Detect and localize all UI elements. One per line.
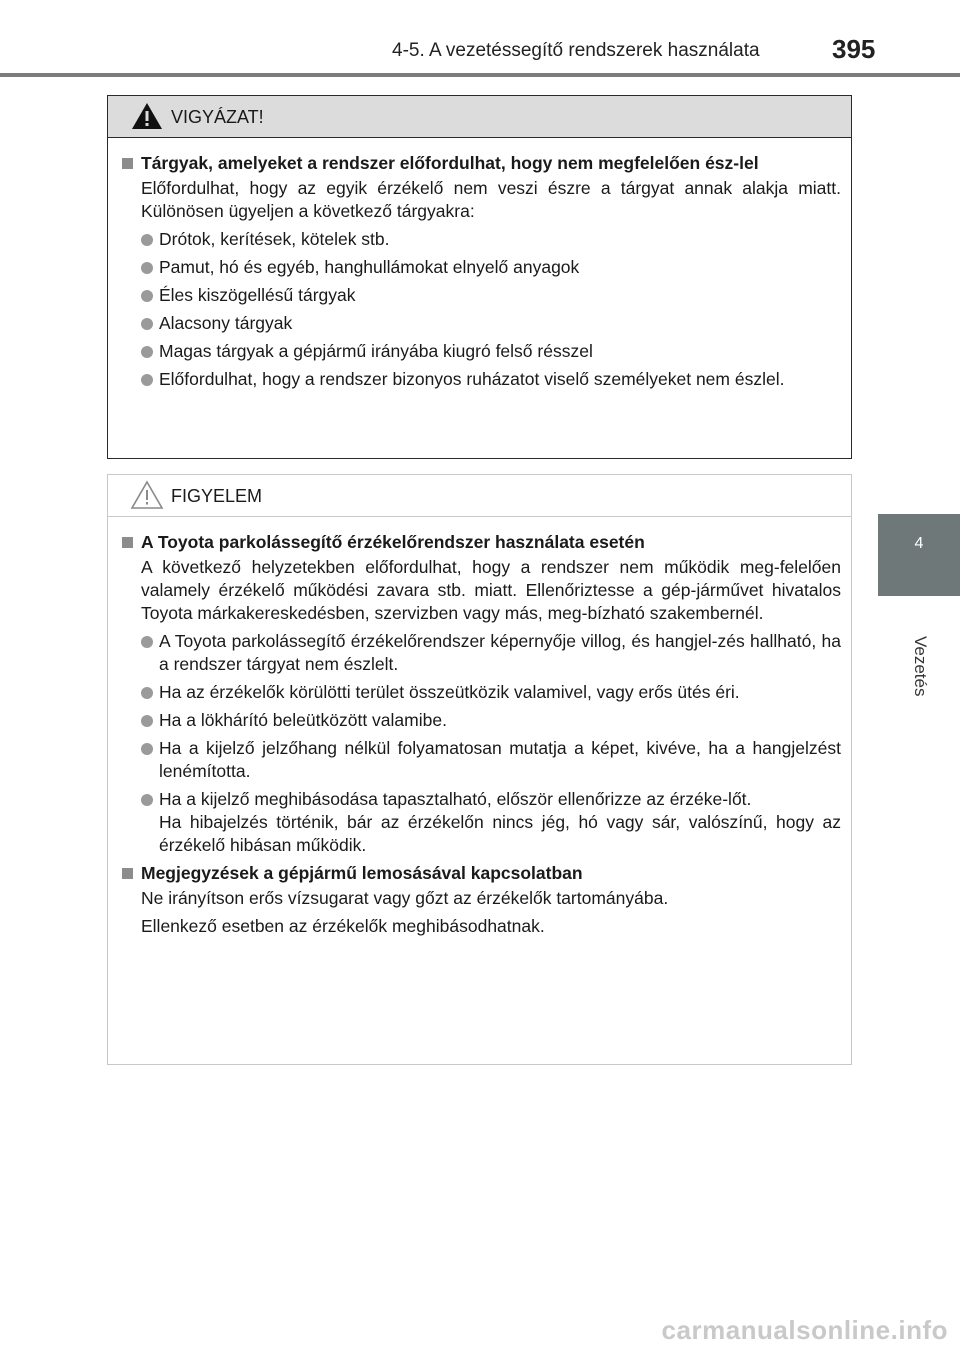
list-item [128, 737, 841, 783]
bullet-dot-icon [141, 374, 153, 386]
caution-intro: Előfordulhat, hogy az egyik érzékelő nem veszi észre a tárgyat annak alakja miatt. Különösen ügyeljen a következő tárgyakra: [141, 178, 841, 221]
warning-triangle-icon [130, 101, 164, 131]
washing-note-2: Ellenkező esetben az érzékelők meghibásodhatnak. [141, 916, 545, 936]
notice-heading-washing [128, 862, 841, 885]
bullet-dot-icon [141, 687, 153, 699]
list-item-text: Pamut, hó és egyéb, hanghullámokat elnyelő anyagok [159, 257, 580, 277]
bullet-dot-icon [141, 234, 153, 246]
bullet-dot-icon [141, 636, 153, 648]
watermark: carmanualsonline.info [661, 1315, 948, 1345]
notice-heading-usage [128, 531, 841, 554]
page-number: 395 [832, 34, 876, 64]
header-rule [0, 73, 960, 77]
list-item-text: Alacsony tárgyak [159, 313, 293, 333]
bullet-dot-icon [141, 290, 153, 302]
bullet-dot-icon [141, 715, 153, 727]
chapter-tab-number: 4 [914, 535, 924, 552]
bullet-dot-icon [141, 262, 153, 274]
list-item [128, 228, 841, 251]
list-item-text: Éles kiszögellésű tárgyak [159, 285, 356, 305]
list-item [128, 630, 841, 676]
bullet-dot-icon [141, 794, 153, 806]
list-item-text: Ha a lökhárító beleütközött valamibe. [159, 710, 447, 730]
notice-triangle-icon [130, 480, 164, 510]
caution-heading-text: Tárgyak, amelyeket a rendszer előfordulhat, hogy nem megfelelően ész-lel [141, 153, 759, 173]
notice-body [108, 517, 851, 938]
bullet-dot-icon [141, 346, 153, 358]
notice-heading-usage-text: A Toyota parkolássegítő érzékelőrendszer használata esetén [141, 532, 645, 552]
caution-box [107, 95, 852, 459]
notice-intro: A következő helyzetekben előfordulhat, hogy a rendszer nem működik meg-felelően valamely érzékelő működési zavara stb. miatt. Ellenőriztesse a gép-járművet hivatalos Toyota márkakereskedésben, szervizben vagy más, meg-bízható szakembernél. [141, 557, 841, 623]
caution-body [108, 138, 851, 391]
square-bullet-icon [122, 537, 133, 548]
notice-header [108, 475, 851, 517]
list-item-text: Ha a kijelző meghibásodása tapasztalható, először ellenőrizze az érzéke-lőt. [159, 789, 752, 809]
list-item [128, 709, 841, 732]
list-item [128, 788, 841, 857]
list-item [128, 340, 841, 363]
square-bullet-icon [122, 158, 133, 169]
list-item-text: Ha az érzékelők körülötti terület összeütközik valamivel, vagy erős ütés éri. [159, 682, 740, 702]
list-item-text: Magas tárgyak a gépjármű irányába kiugró felső résszel [159, 341, 593, 361]
chapter-tab-label: Vezetés [911, 636, 930, 697]
list-item [128, 312, 841, 335]
list-item [128, 368, 841, 391]
bullet-dot-icon [141, 318, 153, 330]
list-item [128, 681, 841, 704]
washing-note-1: Ne irányítson erős vízsugarat vagy gőzt az érzékelők tartományába. [141, 888, 669, 908]
notice-box [107, 474, 852, 1065]
chapter-tab [878, 514, 960, 596]
list-item [128, 256, 841, 279]
list-item [128, 284, 841, 307]
caution-heading [128, 152, 841, 175]
list-item-text: Előfordulhat, hogy a rendszer bizonyos ruházatot viselő személyeket nem észlel. [159, 369, 785, 389]
list-item-text: A Toyota parkolássegítő érzékelőrendszer képernyője villog, és hangjel-zés hallható, ha a rendszer tárgyat nem észlelt. [159, 631, 841, 674]
section-title: 4-5. A vezetéssegítő rendszerek használata [392, 40, 760, 61]
square-bullet-icon [122, 868, 133, 879]
notice-title: FIGYELEM [171, 486, 263, 506]
list-item-continuation: Ha hibajelzés történik, bár az érzékelőn nincs jég, hó vagy sár, valószínű, hogy az érzékelő hibásan működik. [159, 812, 841, 855]
caution-header [108, 96, 851, 138]
notice-heading-washing-text: Megjegyzések a gépjármű lemosásával kapcsolatban [141, 863, 583, 883]
bullet-dot-icon [141, 743, 153, 755]
caution-title: VIGYÁZAT! [171, 107, 264, 127]
list-item-text: Ha a kijelző jelzőhang nélkül folyamatosan mutatja a képet, kivéve, ha a hangjelzést lenémította. [159, 738, 841, 781]
list-item-text: Drótok, kerítések, kötelek stb. [159, 229, 390, 249]
